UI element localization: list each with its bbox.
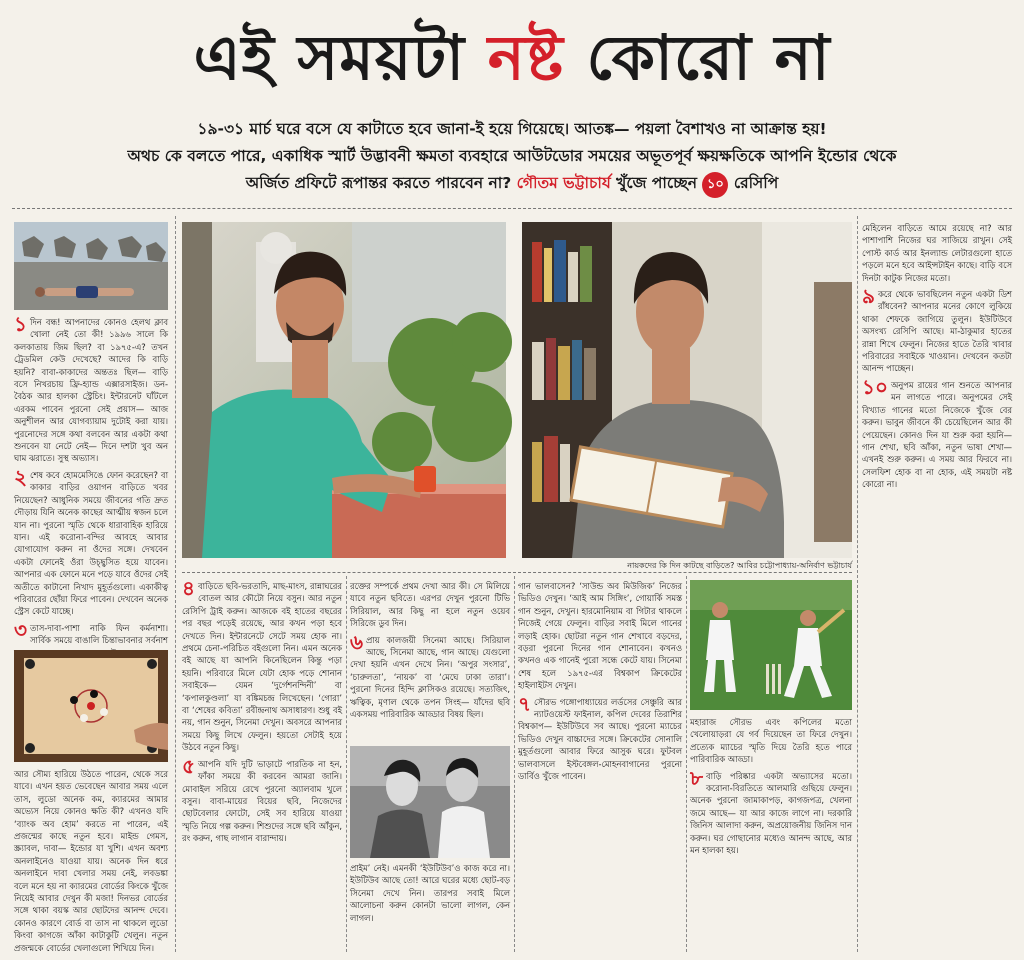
mid-rule [182,572,852,573]
number-8: ৮ [690,765,703,790]
item-1 [14,312,168,465]
divider-3 [514,576,515,952]
column-5 [690,716,852,948]
item-7 [518,691,682,783]
deck-line-3c: রেসিপি [733,174,779,192]
number-6: ৬ [350,629,364,654]
item-7-continued: মহারাজ সৌরভ এবং কপিলের মতো খেলোয়াড়রা যে গর্ব দিয়েছেন তা ফিরে দেখুন। প্রত্যেক ম্যাচের স্মৃতি দিয়ে তৈরি হতে পারে পারিবারিক আড্ডা। [690,717,852,765]
number-9: ৯ [862,284,875,309]
column-1-top [14,312,168,646]
item-3-continued: আর সৌম্য হারিয়ে উঠতে পারেন, থেকে সরে যাবে। এখন হয়ত ভেবেছেন আবার সময় এলে তাস, লুডো অনেক কম, ক্যারমের আমার অভ্যেস নিয়ে কোনও ক্ষতি কী? এখনও যদি ‘ব্যাংক অব হোম’ করতে না পারেন, এই প্রজন্মের কাছে নতুন হবে। মাইন্ড গেমস, স্ক্র্যাবল, দাবা— ইন্ডোর যা খুশি। এখন অবশ্য অনলাইনেও যাওয়া যায়। অনেক দিন ধরে অনলাইনে দাবা খেলার সময় নেই, লবডঙ্কা বলে মনে হয় না ক্যারমের বোর্ডের কিংকে খুঁজে নিয়েই আবার দেখুন কী মজা! দিনভর বোর্ডের সঙ্গে থাকা বয়স্ক আর ছোটদের আনন্দ দেবে। কোনও কারণে বোর্ড বা তাস না থাকলে লুডো কিংবা কাগজে আঁকা কাটাকুটি খেলুন। নতুন প্রজন্মকে বোর্ডের খেলাগুলো শিখিয়ে দিন। [14,769,168,953]
headline-highlight: নষ্ট [487,21,564,94]
item-2-text: শেষ কবে হোমমেসিঙে ফোন করেছেন? বা কাকার বাড়ির ওয়াগন বাড়িতে খবর নিয়েছেন? আধুনিক সময়ে জীবনের গতি দ্রুত দৌড়ায় যিনি অনেক কাছের আত্মীয় স্বজন চলে যান না। পুরনো স্মৃতি থেকে ধারাবাহিক হারিয়ে যান। এই করোনা-বন্দির আবহে আবার যোগাযোগ করুন না ওঁদের সঙ্গে। দেখবেন একটা ফোনেই ওঁরা উচ্ছ্বসিত হয়ে যাবেন। আপনার এক ফোনে মনে পড়ে যাবে ওঁদের সেই অতীতে কাটানো নিখাদ মুহূর্তগুলো। একাকীত্ব পরিবারের ছোঁয়া ফিরে পাবেন। দেখবেন অনেক স্ট্রেস কেটে যাচ্ছে। [14,469,168,617]
number-2: ২ [14,464,28,489]
author-name: গৌতম ভট্টাচার্য [516,174,611,192]
recipe-count-badge: ১০ [702,172,728,198]
deck-line-2: অথচ কে বলতে পারে, একাধিক স্মার্ট উদ্ভাবনী ক্ষমতা ব্যবহারে আউটডোর সময়ের অভূতপূর্ব ক্ষয়ক্ষতিকে আপনি ইন্ডোর থেকে [127,147,897,165]
item-7-text: সৌরভ গঙ্গোপাধ্যায়ের লর্ডসের সেঞ্চুরি আর ন্যাটওয়েস্ট ফাইনাল, কপিল দেবের তিরাশির বিশ্বকাপ— ইউটিউবে সব আছে। পুরনো ম্যাচের ভিডিও দেখুন বাচ্চাদের সঙ্গে। ক্রিকেটের সোনালি মুহূর্তগুলো আবার ফিরে আসুক ঘরে। ফুটবল ভালবাসলে ইস্টবেঙ্গল-মোহনবাগানের পুরনো ডার্বিও খুঁজে পাবেন। [518,696,682,782]
number-5: ৫ [182,753,195,778]
item-6-text: প্রায় কালজয়ী সিনেমা আছে। সিরিয়াল আছে, সিনেমা আছে, গান আছে। যেগুলো দেখা হয়নি এখন দেখে নিন। ‘অপুর সংসার’, ‘চারুলতা’, ‘নায়ক’ বা ‘মেঘে ঢাকা তারা’। পুরনো দিনের হিন্দি ক্লাসিকও রয়েছে। সত্যজিৎ, ঋত্বিক, মৃণাল থেকে তপন সিংহ— যাঁদের ছবি একসময় পারিবারিক আড্ডার বিষয় ছিল। [350,634,510,720]
item-4 [182,576,342,754]
column-3-bottom [350,862,510,948]
item-10-text: অনুপম রায়ের গান শুনতে আপনার মন লাগতে পারে। অনুপমের সেই বিখ্যাত গানের মতো নিজেকে খুঁজে বের করুন। ভাবুন জীবনে কী চেয়েছিলেন আর কী পেয়েছেন। কোনও দিন যা শুরু করা হয়নি— গান শেখা, ছবি আঁকা, নতুন ভাষা শেখা— এখনই শুরু করুন। এ সময় আর ফিরবে না। সেলফিশ হোক বা না হোক, এই সময়টা নষ্ট কোরো না। [862,379,1012,490]
column-4 [518,580,682,948]
photo-caption: নায়কদের কি দিন কাটছে বাড়িতে? আবির চট্টোপাধ্যায়-অনির্বাণ ভট্টাচার্য [627,561,852,570]
column-1-bottom [14,768,168,953]
item-6-continued: প্রাইম’ নেই। এমনকী ‘ইউটিউব’ও কাজ করে না। ইউটিউব আছে তো! আরে ঘরের মধ্যে ছোট-বড় সিনেমা দেখে নিন। তারপর সবাই মিলে আলোচনা করুন কোনটা ভালো লাগল, কেন লাগল। [350,863,510,923]
item-5-continued: রক্তের সম্পর্কে প্রথম দেখা আর কী। সে মিলিয়ে যাবে নতুন ছবিতে। এরপর দেখুন পুরনো টিভি সিরিয়াল, আর কিছু না হলে নতুন ওয়েব সিরিজে ডুব দিন। [350,581,510,629]
top-rule [12,208,1012,209]
item-5-text: আপনি যদি দুটি ভাড়াটে পারতিক না হন, ফাঁকা সময়ে কী করবেন আমরা জানি। মোবাইল সরিয়ে রেখে পুরনো অ্যালবাম খুলে বসুন। বাবা-মায়ের বিয়ের ছবি, নিজেদের ছোটবেলার ফোটো, সেই সব হারিয়ে যাওয়া স্মৃতি নিয়ে গল্প করুন। শিশুদের সঙ্গে ছবি আঁকুন, রং করুন, গাছ লাগান বারান্দায়। [182,758,342,844]
item-5 [182,753,342,845]
deck-line-3a: অর্জিত প্রফিটে রূপান্তর করতে পারবেন না? [245,174,512,192]
item-1-text: দিন বন্ধ! আপনাদের কোনও হেলথ ক্লাব খোলা নেই তো কী! ১৯৯৬ সালে কি কলকাতায় জিম ছিল? বা ১৯৭৫-এ? তখন ট্রেডমিল কেউ দেখেছে? আদের কি বাড়ি হয়নি? বাবা-কাকাদের অন্ততঃ ছিল— বাড়ি বসে নিখরচায় ফ্রি-হ্যান্ড এক্সারসাইজ। ডন-বৈঠক আর হালকা স্ট্রেচিং। ইন্টারনেট ঘাঁটলে এরকম পাবেন পুরনো সেই প্রয়াস— আজ অনুশীলন আর যোগব্যায়াম দুটোই করা যায়। পুরনোদের সঙ্গে কথা বলবেন আর একটা কথা শুনবেন যা নেটে নেই— দিনে দশটা খুব অন ঘাম ঝরাতে। সুস্থ অভ্যাস। [14,317,168,464]
divider-1 [175,216,176,952]
number-4: ৪ [182,576,195,600]
item-8 [690,765,852,857]
item-9 [862,284,1012,375]
photo-tetrapods-man-lying [14,222,168,310]
column-6 [862,222,1012,947]
item-3-text: তাস-দাবা-পাশা নাকি ফিন কর্মনাশা। সার্বিক সময়ে বাঙালি চিন্তাভাবনার সর্বনাশ [30,622,168,646]
number-7: ৭ [518,691,532,716]
divider-2 [346,576,347,952]
deck-line-1: ১৯-৩১ মার্চ ঘরে বসে যে কাটাতে হবে জানা-ই হয়ে গিয়েছে। আতঙ্ক— পয়লা বৈশাখও না আক্রান্ত হয়! [197,120,827,138]
deck [20,116,1004,198]
item-8-text: বাড়ি পরিষ্কার একটা অভ্যাসের মতো। করোনা-বিরতিতে আলমারি গুছিয়ে ফেলুন। অনেক পুরনো জামাকাপড়, কাগজপত্র, খেলনা জমে আছে— যা আর কাজে লাগে না। দরকারি জিনিস আলাদা করুন, অপ্রয়োজনীয় জিনিস দান করুন। ঘর গোছানোর মধ্যেও আনন্দ আছে, আর মন হালকা হয়। [690,770,852,856]
photo-classic-film-still [350,746,510,858]
photo-man-green-shirt [182,222,506,558]
headline-part3: কোরো না [563,21,831,94]
deck-line-3b: খুঁজে পাচ্ছেন [616,174,697,192]
photo-cricket [690,580,852,710]
photo-carrom-board [14,650,168,762]
item-7-intro: গান ভালবাসেন? ‘সাউন্ড অব মিউজিক’ নিজের ভিডিও দেখুন। ‘আই আম সিঙ্গিং’, গোয়ার্কি সমস্ত গান শুনুন, দেখুন। হারমোনিয়াম বা গিটার থাকলে নিজেই গেয়ে ফেলুন। বাড়ির সবাই মিলে গানের লড়াই হোক। ছোটরা নতুন গান শেখাবে বড়দের, বড়রা পুরনো দিনের গান শোনাবেন। কখনও কখনও এক গানেই পুরো সন্ধে কেটে যায়। সিনেমা শেষ হলে ১৯৭৫-এর বিশ্বকাপ ক্রিকেটের হাইলাইটস দেখুন। [518,581,682,691]
column-3-top [350,580,510,740]
headline [0,8,1024,108]
item-4-text: বাড়িতে ছবি-ভরতাদি, মাছ-মাংস, রান্নাঘরের বোতল আর কৌটো নিয়ে বসুন। আর নতুন রেসিপি ট্রাই করুন। আজকে বই হাতের বছরের পর বছর পড়েই রয়েছে, আর কখন পড়া হবে দেখতে দিন। ইন্টারনেটে সেটে সময় হোক না। প্রথমে চেনা-পরিচিত বইগুলো নিন। এমন অনেক বই আছে যা আপনি কিনেছিলেন কিন্তু পড়া হয়নি। পরিবারে মিলে যেটা হোক পড়ে শোনান সবাইকে— যেমন ‘দুর্গেশনন্দিনী’ বা ‘কপালকুণ্ডলা’ যা বঙ্কিমচন্দ্র লিখেছেন। ‘গোরা’ বা ‘শেষের কবিতা’ রবীন্দ্রনাথ অসাধারণ। শুধু বই নয়, গান শুনুন, সিনেমা দেখুন। অবসরে আপনার সময়ে কিছু লিখে ফেলুন। হয়তো সেটাই হয়ে উঠবে নতুন কিছু। [182,581,342,753]
number-3: ৩ [14,617,28,642]
photo-man-reading-book [522,222,852,558]
headline-part1: এই সময়টা [193,21,488,94]
number-1: ১ [14,312,27,336]
column-2 [182,576,342,948]
deck-line-3 [20,170,1004,198]
item-6 [350,629,510,721]
item-6-intro: মেহিলেন বাড়িতে আমে রয়েছে না? আর পাশাপাশি নিজের ঘর সাজিয়ে রাখুন। সেই পোস্ট কার্ড আর ইনল্যান্ড লেটারগুলো হাতে পড়লে মনে হবে আইন্সটাইন কাছে। বাড়ি বসে দিনটা কাটুক নিজের মতো। [862,223,1012,283]
divider-4 [686,576,687,952]
item-10 [862,374,1012,491]
divider-5 [857,216,858,952]
item-9-text: করে থেকে ভাবছিলেন নতুন একটা ডিশ রাঁধবেন? আপনার মনের কোণে লুকিয়ে থাকা শেফকে জাগিয়ে তুলুন। ইউটিউবে অসংখ্য রেসিপি আছে। মা-ঠাকুমার হাতের রান্না শিখে ফেলুন। নিজের হাতে তৈরি খাবার পরিবারের সবাইকে খাওয়ান। দেখবেন কতটা আনন্দ পাচ্ছেন। [862,289,1012,374]
number-10: ১০ [862,374,888,399]
item-2 [14,464,168,618]
